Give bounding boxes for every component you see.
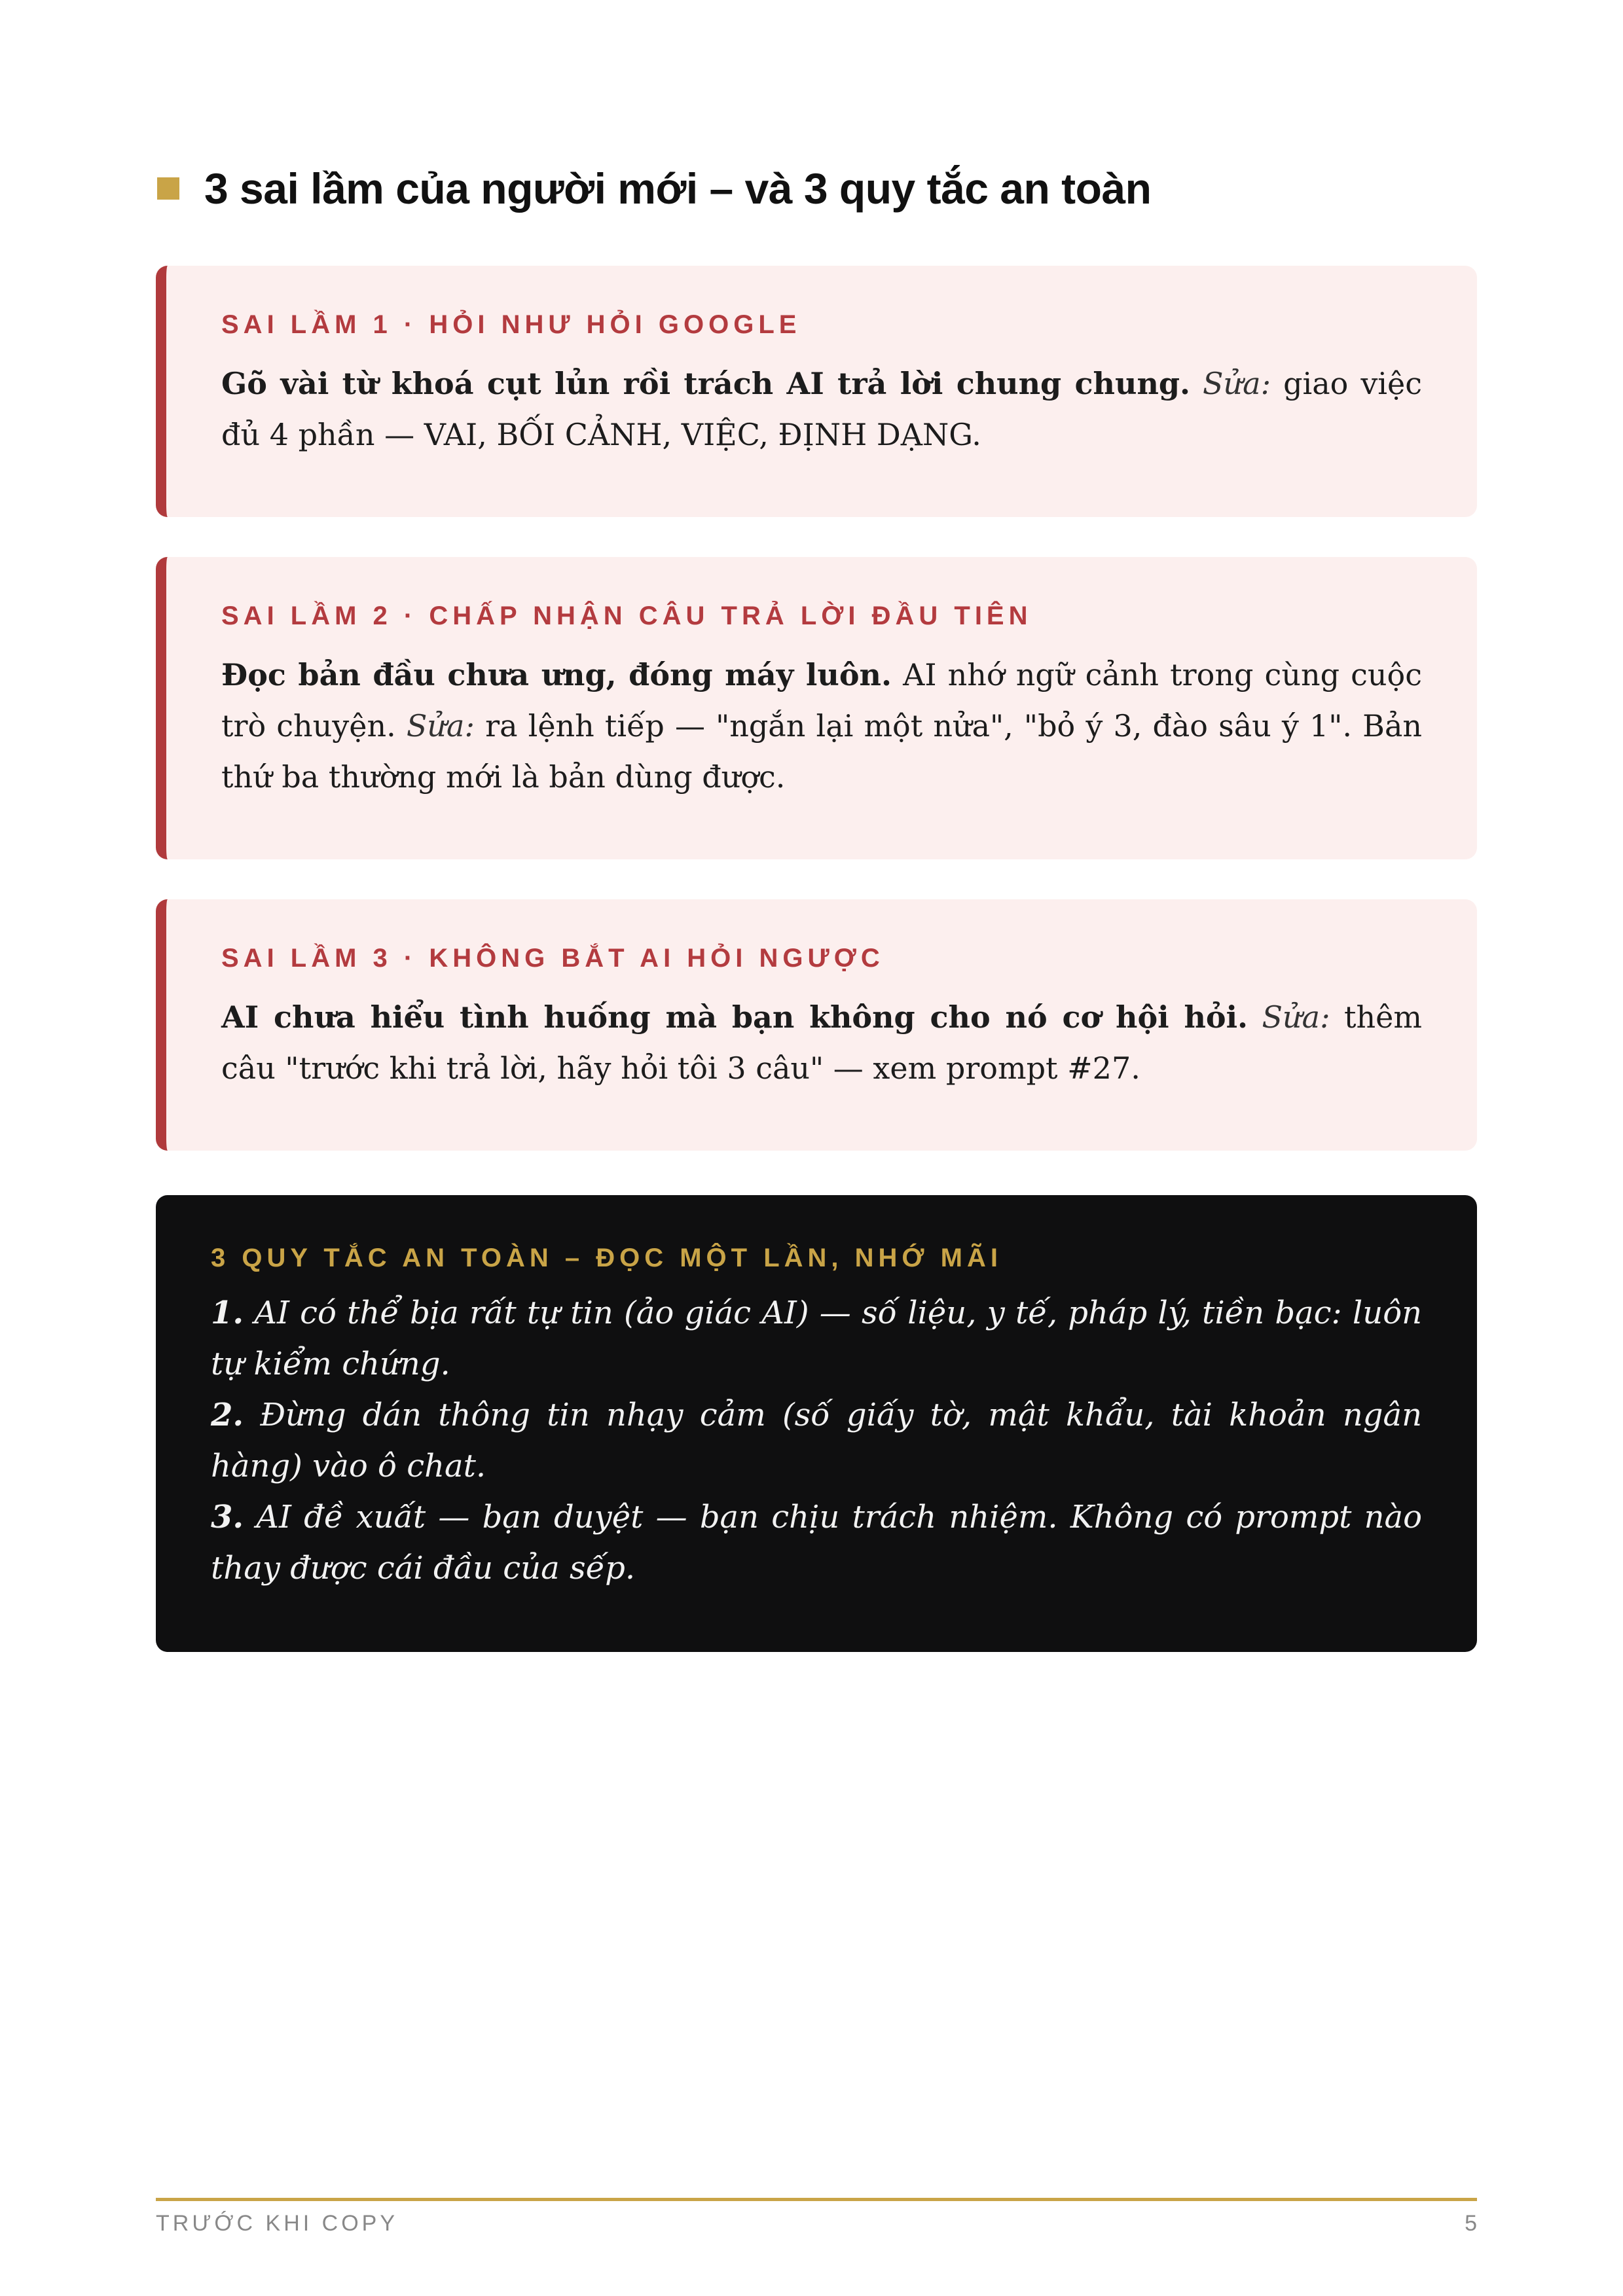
mistake-card-2 [156, 557, 1477, 859]
mistake-label: SAI LẦM 2 · CHẤP NHẬN CÂU TRẢ LỜI ĐẦU TIÊN [221, 601, 1032, 630]
mistake-context-text: AI nhớ ngữ cảnh trong cùng cuộc trò chuyện. [221, 657, 1423, 744]
safety-rule-1 [211, 1287, 1422, 1390]
rule-number: 3. [211, 1499, 244, 1535]
rule-number: 1. [211, 1295, 244, 1331]
footer-section-title: TRƯỚC KHI COPY [156, 2211, 398, 2236]
fix-label: Sửa: [1262, 999, 1330, 1035]
mistake-body [221, 649, 1422, 802]
fix-label: Sửa: [1203, 366, 1271, 401]
mistake-card-1 [156, 266, 1477, 517]
rule-text: AI đề xuất — bạn duyệt — bạn chịu trách nhiệm. Không có prompt nào thay được cái đầu của sếp. [211, 1499, 1423, 1587]
safety-rules-box [156, 1195, 1477, 1652]
rule-text: Đừng dán thông tin nhạy cảm (số giấy tờ, mật khẩu, tài khoản ngân hàng) vào ô chat. [211, 1397, 1422, 1484]
fix-label: Sửa: [406, 708, 475, 744]
page-number: 5 [1465, 2211, 1477, 2236]
mistake-label: SAI LẦM 3 · KHÔNG BẮT AI HỎI NGƯỢC [221, 944, 884, 973]
mistake-card-3 [156, 899, 1477, 1151]
mistake-label: SAI LẦM 1 · HỎI NHƯ HỎI GOOGLE [221, 310, 801, 339]
heading-marker-square [157, 177, 179, 200]
footer-divider [156, 2198, 1477, 2201]
fix-text: giao việc đủ 4 phần — VAI, BỐI CẢNH, VIỆC, ĐỊNH DẠNG. [221, 366, 1423, 452]
fix-text: ra lệnh tiếp — "ngắn lại một nửa", "bỏ ý 3, đào sâu ý 1". Bản thứ ba thường mới là bản dùng được. [221, 708, 1423, 795]
page-title: 3 sai lầm của người mới – và 3 quy tắc an toàn [204, 164, 1152, 213]
mistake-bold-text: Gõ vài từ khoá cụt lủn rồi trách AI trả lời chung chung. [221, 366, 1191, 401]
rule-text: AI có thể bịa rất tự tin (ảo giác AI) — số liệu, y tế, pháp lý, tiền bạc: luôn tự kiểm chứng. [211, 1295, 1423, 1382]
safety-rule-3 [211, 1492, 1422, 1594]
rule-number: 2. [211, 1397, 244, 1433]
mistake-bold-text: Đọc bản đầu chưa ưng, đóng máy luôn. [221, 657, 892, 692]
mistake-body [221, 358, 1422, 460]
fix-text: thêm câu "trước khi trả lời, hãy hỏi tôi 3 câu" — xem prompt #27. [221, 999, 1422, 1086]
safety-rules-title: 3 QUY TẮC AN TOÀN – ĐỌC MỘT LẦN, NHỚ MÃI [211, 1244, 1002, 1272]
section-heading [157, 164, 1151, 213]
mistake-body [221, 992, 1422, 1094]
safety-rule-2 [211, 1390, 1422, 1492]
mistake-bold-text: AI chưa hiểu tình huống mà bạn không cho nó cơ hội hỏi. [221, 999, 1249, 1035]
